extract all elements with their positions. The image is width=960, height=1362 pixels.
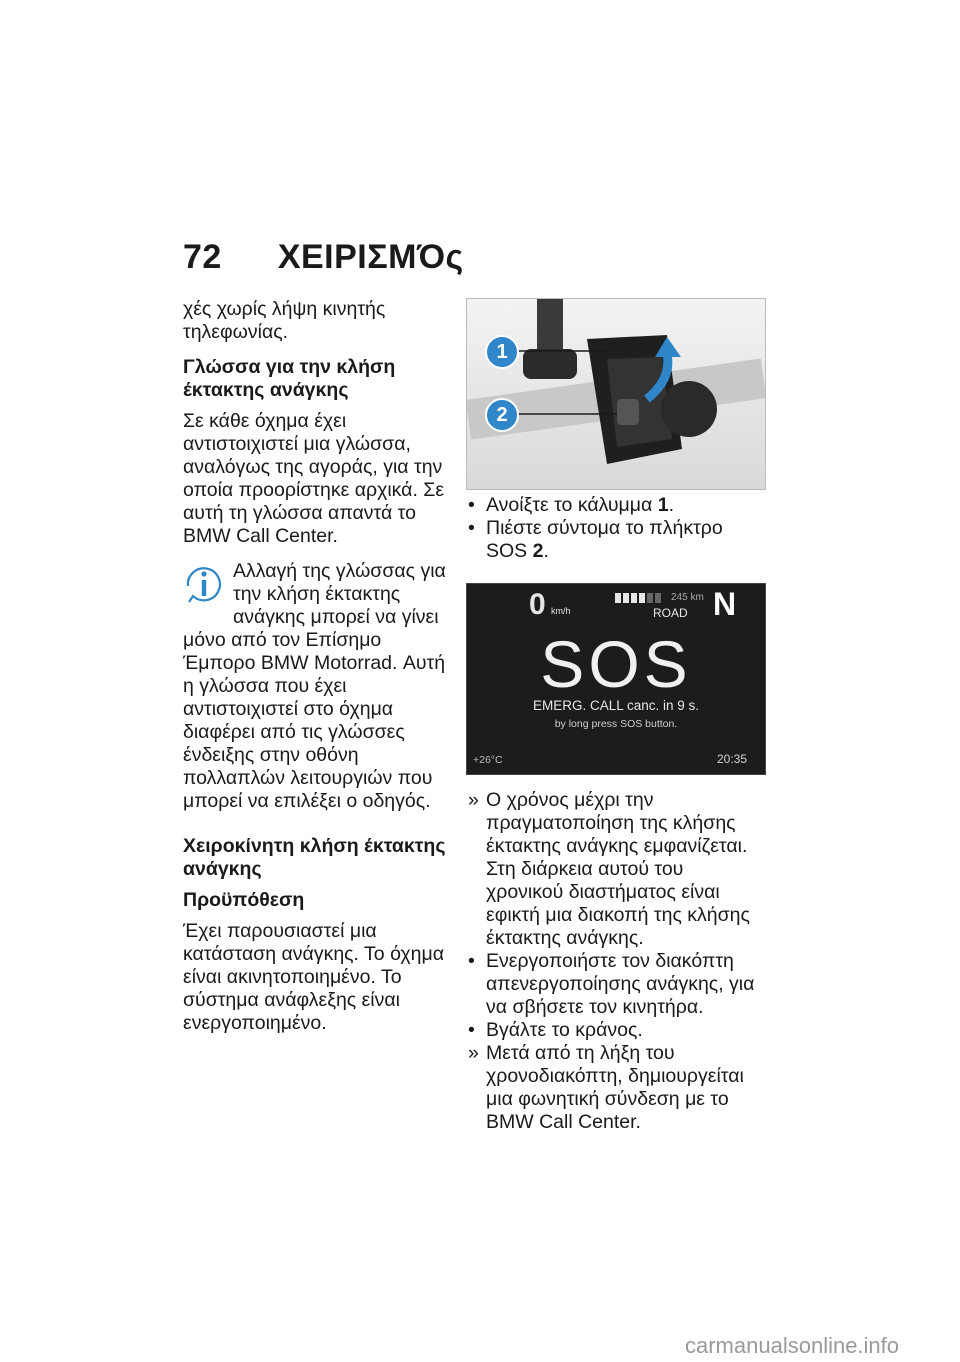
cancel-countdown-text: EMERG. CALL canc. in 9 s.: [532, 698, 700, 713]
intro-text: χές χωρίς λήψη κινητής τηλεφωνίας.: [183, 298, 386, 343]
list-item: • Ανοίξτε το κάλυμμα 1.: [468, 494, 674, 516]
clock-value: 20:35: [717, 752, 748, 766]
sos-label: SOS: [540, 627, 692, 701]
speed-value: 0: [529, 588, 546, 621]
heading-manual-call: Χειροκίνητη κλήση έκτακτης ανάγκης: [183, 835, 446, 880]
temperature-value: +26°C: [473, 754, 503, 766]
page-title: ΧΕΙΡΙΣΜΌς: [277, 238, 464, 276]
heading-precondition: Προϋπόθεση: [183, 889, 305, 911]
page-number: 72: [183, 238, 222, 276]
list-item: » Ο χρόνος μέχρι την πραγματοποίηση της κλήσης έκτακτης ανάγκης εμφανίζεται. Στη διάρκεια αυτού του χρονικού διαστήματος είναι εφικτή μια διακοπή της κλήσης έκτακτης ανάγκης.: [468, 789, 750, 949]
page-header: [183, 238, 464, 277]
list-item: • Πιέστε σύντομα το πλήκτρο SOS 2.: [468, 517, 723, 562]
right-column: [466, 298, 766, 1134]
sos-display-figure: [466, 583, 766, 775]
speed-unit: km/h: [551, 606, 571, 616]
riding-mode: ROAD: [653, 606, 688, 620]
cancel-hint-text: by long press SOS button.: [554, 718, 678, 730]
handlebar-switch-illustration: [467, 299, 765, 489]
gear-indicator: N: [713, 586, 737, 622]
range-value: 245 km: [671, 592, 704, 603]
steps-list-1: [466, 494, 766, 563]
reference-number: 2: [532, 540, 544, 562]
left-column: [183, 298, 453, 1047]
fuel-gauge-icon: [615, 593, 665, 603]
precondition-paragraph: Έχει παρουσιαστεί μια κατάσταση ανάγκης. Το όχημα είναι ακινητοποιημένο. Το σύστημα ανάφλεξης είναι ενεργοποιημένο.: [183, 920, 444, 1034]
info-note-text: Αλλαγή της γλώσσας για την κλήση έκτακτης ανάγκης μπορεί να γίνει μόνο από τον Επίσημο Έμπορο BMW Motorrad. Αυτή η γλώσσα που έχει αντιστοιχιστεί στο όχημα διαφέρει από τις γλώσσες ένδειξης στην οθόνη πολλαπλών λειτουργιών που μπορεί να επιλέξει ο οδηγός.: [183, 560, 446, 812]
callout-1: 1: [485, 335, 519, 369]
reference-number: 1: [657, 494, 669, 516]
list-item: • Ενεργοποιήστε τον διακόπτη απενεργοποίησης ανάγκης, για να σβήσετε τον κινητήρα.: [468, 950, 755, 1018]
info-note: [183, 560, 453, 813]
handlebar-switch-figure: [466, 298, 766, 490]
language-paragraph: Σε κάθε όχημα έχει αντιστοιχιστεί μια γλώσσα, αναλόγως της αγοράς, για την οποία προορίστηκε αρχικά. Σε αυτή τη γλώσσα απαντά το BMW Call Center.: [183, 410, 445, 547]
info-icon: [183, 562, 225, 608]
heading-language: Γλώσσα για την κλήση έκτακτης ανάγκης: [183, 356, 396, 401]
footer-watermark: carmanualsonline.info: [685, 1333, 900, 1358]
list-item: • Βγάλτε το κράνος.: [468, 1019, 643, 1041]
callout-2: 2: [485, 398, 519, 432]
steps-list-2: [466, 789, 766, 1134]
list-item: » Μετά από τη λήξη του χρονοδιακόπτη, δημιουργείται μια φωνητική σύνδεση με το BMW Call Center.: [468, 1042, 744, 1133]
